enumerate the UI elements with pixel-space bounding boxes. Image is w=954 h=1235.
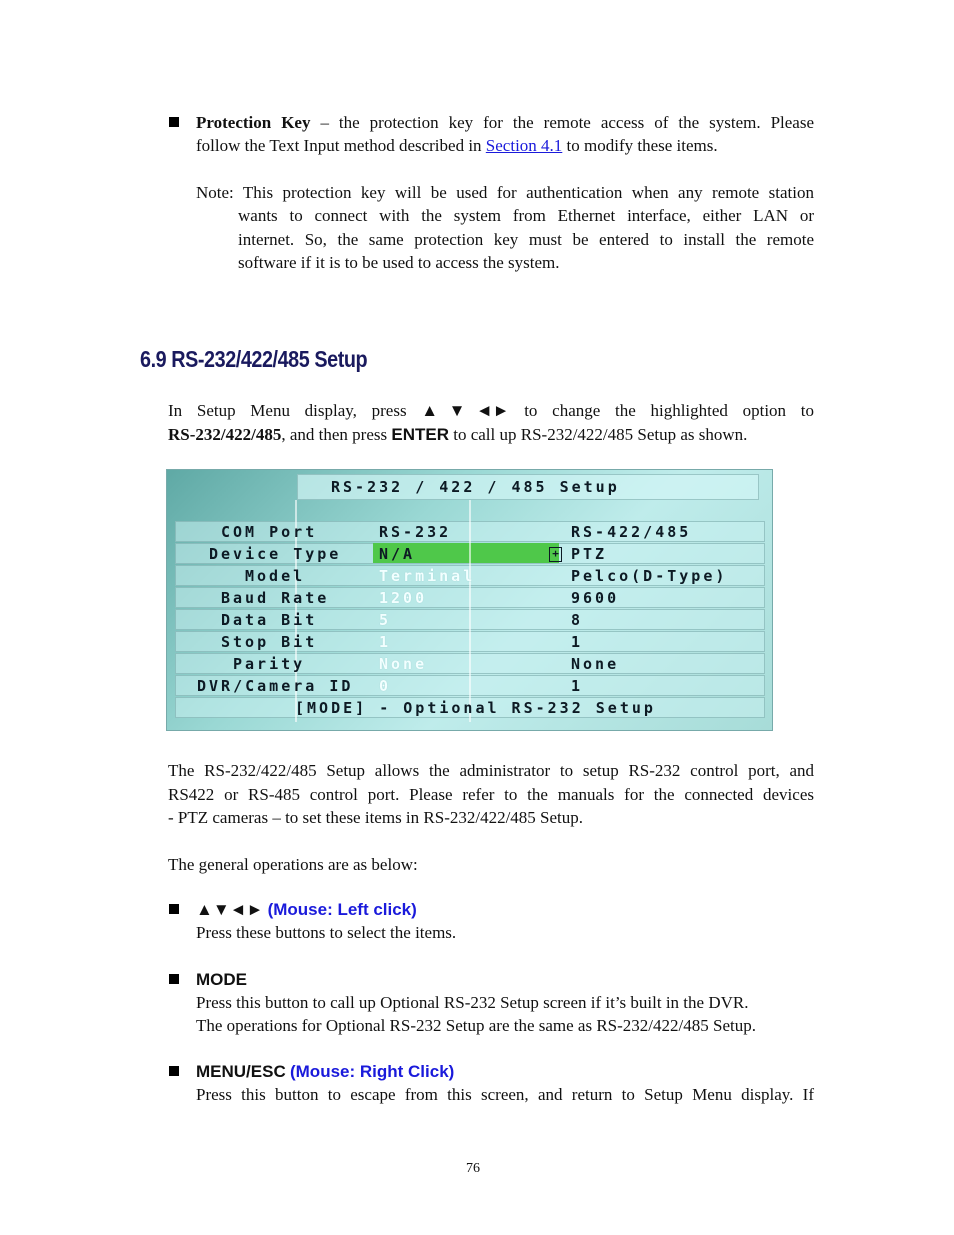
osd-label-model: Model [245,567,306,585]
osd-col2-com-port: RS-422/485 [571,523,692,541]
note-line1: Note: This protection key will be used for authentication when any remote station [196,183,814,202]
osd-label-com-port: COM Port [221,523,318,541]
arrow-keys-item [196,898,417,921]
protection-key-line2: follow the Text Input method described in Section 4.1 to modify these items. [196,136,718,155]
bullet-icon [169,904,179,914]
osd-col1-stop-bit: 1 [379,633,392,651]
protection-key-label: Protection Key [196,113,311,132]
note-line2: wants to connect with the system from Ethernet interface, either LAN or [238,206,814,225]
osd-col1-data-bit: 5 [379,611,392,629]
description-line1: The RS-232/422/485 Setup allows the administrator to setup RS-232 control port, and [168,761,814,780]
mode-desc-line2: The operations for Optional RS-232 Setup are the same as RS-232/422/485 Setup. [196,1016,756,1035]
protection-key-line1: Protection Key – the protection key for the remote access of the system. Please [196,113,814,132]
mouse-right-click: (Mouse: Right Click) [289,1062,455,1081]
osd-col2-device-type: PTZ [571,545,608,563]
note-line3: internet. So, the same protection key must be entered to install the remote [238,230,814,249]
osd-label-device-type: Device Type [209,545,342,563]
arrow-keys-desc: Press these buttons to select the items. [196,923,457,942]
osd-divider [469,500,471,722]
plus-icon: + [549,547,562,562]
section-4-1-link[interactable]: Section 4.1 [485,136,563,155]
osd-title: RS-232 / 422 / 485 Setup [331,478,620,496]
osd-col2-stop-bit: 1 [571,633,584,651]
osd-col2-data-bit: 8 [571,611,584,629]
bullet-icon [169,117,179,127]
page-number: 76 [466,1161,480,1176]
osd-label-data-bit: Data Bit [221,611,318,629]
osd-col2-baud-rate: 9600 [571,589,620,607]
osd-col1-com-port: RS-232 [379,523,452,541]
menu-esc-desc-line1: Press this button to escape from this screen, and return to Setup Menu display. If [196,1085,814,1104]
section-heading: 6.9 RS-232/422/485 Setup [140,346,368,372]
description-line2: RS422 or RS-485 control port. Please refer to the manuals for the connected devices [168,785,814,804]
menu-esc-label: MENU/ESC [196,1062,286,1081]
menu-esc-item [196,1060,454,1083]
bullet-icon [169,974,179,984]
enter-key: ENTER [391,425,449,444]
mode-item: MODE [196,970,247,989]
osd-col2-model: Pelco(D-Type) [571,567,728,585]
osd-col2-camera-id: 1 [571,677,584,695]
bullet-icon [169,1066,179,1076]
mouse-left-click: (Mouse: Left click) [267,900,417,919]
osd-col2-parity: None [571,655,620,673]
mode-desc-line1: Press this button to call up Optional RS-232 Setup screen if it’s built in the DVR. [196,993,749,1012]
rs232-setup-screenshot [166,469,773,731]
osd-col1-device-type: N/A [379,545,416,563]
arrow-keys: ▲▼◄► [196,900,264,919]
operations-intro: The general operations are as below: [168,855,418,874]
osd-col1-model: Terminal [379,567,476,585]
osd-label-baud-rate: Baud Rate [221,589,330,607]
osd-label-camera-id: DVR/Camera ID [197,677,354,695]
osd-footer: [MODE] - Optional RS-232 Setup [295,699,656,717]
osd-label-parity: Parity [233,655,306,673]
note-line4: software if it is to be used to access the system. [238,253,560,272]
osd-label-stop-bit: Stop Bit [221,633,318,651]
osd-col1-camera-id: 0 [379,677,392,695]
osd-col1-parity: None [379,655,428,673]
intro-paragraph-line2: RS-232/422/485, and then press ENTER to call up RS-232/422/485 Setup as shown. [168,425,748,444]
osd-col1-baud-rate: 1200 [379,589,428,607]
description-line3: - PTZ cameras – to set these items in RS-232/422/485 Setup. [168,808,584,827]
intro-paragraph-line1: In Setup Menu display, press ▲▼◄► to change the highlighted option to [168,401,814,420]
